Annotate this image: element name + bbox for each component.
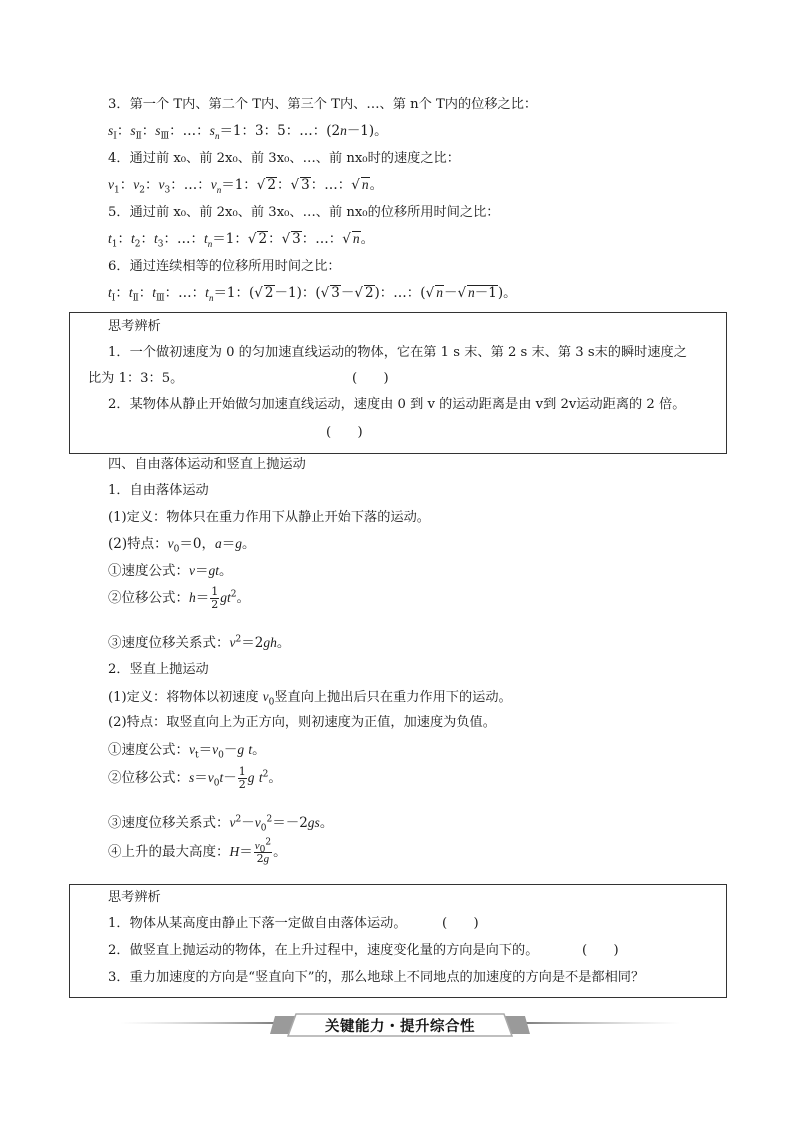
box1-q2: 2．某物体从静止开始做匀加速直线运动，速度由 0 到 v 的运动距离是由 v到 2v运动距离的 2 倍。 xyxy=(108,397,686,412)
item5-text: 5．通过前 x₀、前 2x₀、前 3x₀、…、前 nx₀的位移所用时间之比： xyxy=(108,205,500,220)
sub2-heading: 2．竖直上抛运动 xyxy=(108,662,209,677)
box2-title: 思考辨析 xyxy=(108,890,161,905)
formula4: $v_1$：$v_2$：$v_3$：…：$v_n=1$：√ 2：√ 3：…：√ n。 xyxy=(108,177,384,196)
box1-q2-answer-paren[interactable]: ( ) xyxy=(326,425,363,440)
sub2-max-height-formula: ④上升的最大高度：H＝ $\frac{v_0^2}{2g}$ 。 xyxy=(108,837,287,865)
formula5: $t_1$：$t_2$：$t_3$：…：$t_n=1$：√ 2：√ 3：…：√ n。 xyxy=(108,231,375,250)
sub2-features: (2)特点：取竖直向上为正方向，则初速度为正值，加速度为负值。 xyxy=(108,715,496,730)
formula3: $s_Ⅰ$：$s_Ⅱ$：$s_Ⅲ$：…：$s_n=1$：3：5：…：(2n－1)。 xyxy=(108,123,388,142)
sub2-velocity-formula: ①速度公式：$v_t=v_0-g$ t。 xyxy=(108,742,266,761)
item6-text: 6．通过连续相等的位移所用时间之比： xyxy=(108,259,341,274)
box1-title: 思考辨析 xyxy=(108,319,161,334)
box1-q1-line2: 比为 1：3：5。 xyxy=(88,371,184,386)
box1-q1-line1: 1．一个做初速度为 0 的匀加速直线运动的物体，它在第 1 s 末、第 2 s 末、第 3 s末的瞬时速度之 xyxy=(108,345,687,360)
item3-text: 3．第一个 T内、第二个 T内、第三个 T内、…、第 n个 T内的位移之比： xyxy=(108,97,538,112)
formula6: $t_Ⅰ$：$t_Ⅱ$：$t_Ⅲ$：…：$t_n=1$：(√ 2－1)：(√ 3－√ 2)：…：(√ n－√ n－1)。 xyxy=(108,285,517,304)
box2-q1: 1．物体从某高度由静止下落一定做自由落体运动。 xyxy=(108,916,407,931)
box2-q2-answer-paren[interactable]: ( ) xyxy=(582,943,619,958)
sub2-definition: (1)定义：将物体以初速度 $v_0$竖直向上抛出后只在重力作用下的运动。 xyxy=(108,689,512,708)
item4-text: 4．通过前 x₀、前 2x₀、前 3x₀、…、前 nx₀时的速度之比： xyxy=(108,151,460,166)
sub1-velocity-formula: ①速度公式：v＝gt。 xyxy=(108,563,233,579)
section4-heading: 四、自由落体运动和竖直上抛运动 xyxy=(108,457,306,472)
box2-q1-answer-paren[interactable]: ( ) xyxy=(442,916,479,931)
sub1-heading: 1．自由落体运动 xyxy=(108,483,209,498)
box2-q3: 3．重力加速度的方向是“竖直向下”的，那么地球上不同地点的加速度的方向是不是都相同？ xyxy=(108,970,645,985)
sub2-relation-formula: ③速度位移关系式：$v^2-v_0^2=-2gs$。 xyxy=(108,814,334,834)
sub2-displacement-formula: ②位移公式：$s=v_0t-$ $\frac{1}{2}$ g $t^2$。 xyxy=(108,765,282,791)
box1-q1-answer-paren[interactable]: ( ) xyxy=(352,371,389,386)
sub1-features: (2)特点：$v_0=0$，a＝g。 xyxy=(108,536,256,555)
sub1-displacement-formula: ②位移公式：h＝ $\frac{1}{2}$ $gt^2$。 xyxy=(108,585,250,611)
banner-title: 关键能力・提升综合性 xyxy=(325,1019,475,1035)
section-banner xyxy=(120,1008,680,1042)
sub1-relation-formula: ③速度位移关系式：$v^2=2gh$。 xyxy=(108,634,291,651)
box2-q2: 2．做竖直上抛运动的物体，在上升过程中，速度变化量的方向是向下的。 xyxy=(108,943,539,958)
sub1-definition: (1)定义：物体只在重力作用下从静止开始下落的运动。 xyxy=(108,510,430,525)
